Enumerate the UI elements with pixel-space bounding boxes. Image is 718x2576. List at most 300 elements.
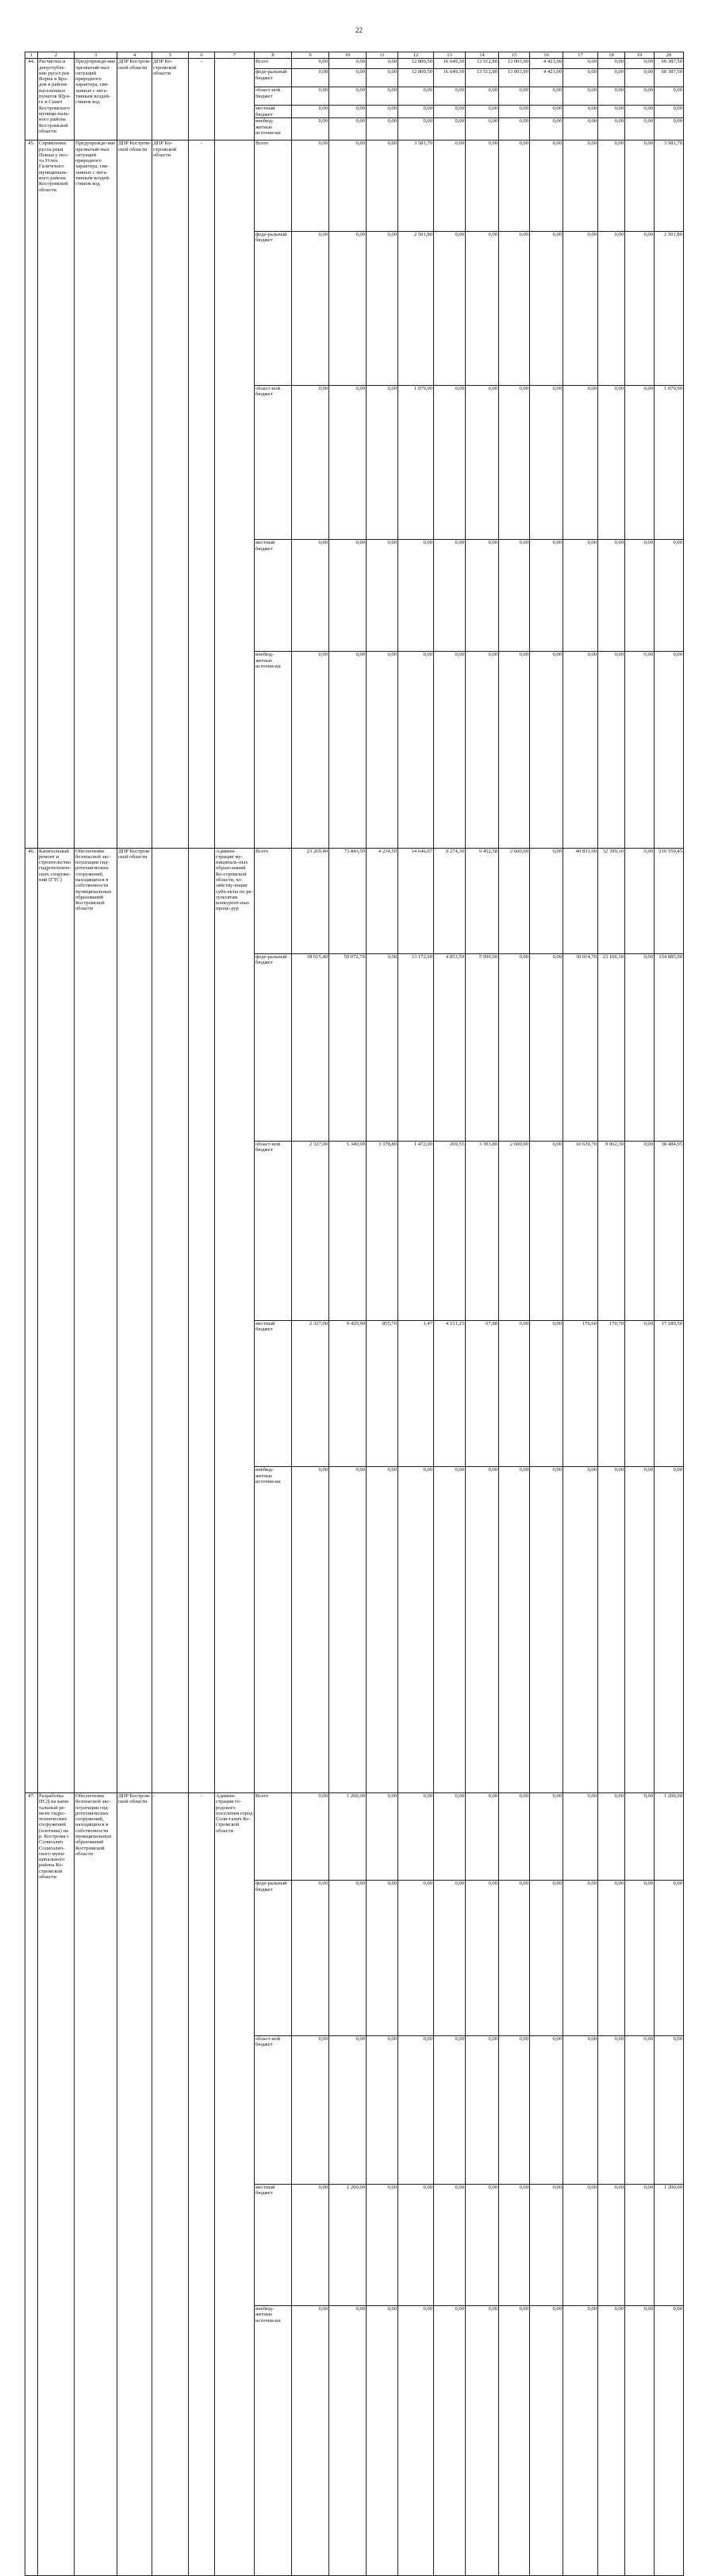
amount-cell: 0,00	[434, 232, 466, 386]
amount-cell: 0,00	[563, 540, 598, 652]
amount-cell: 0,00	[625, 2184, 655, 2305]
amount-cell: 4 234,50	[367, 848, 398, 953]
amount-cell: 0,00	[598, 69, 625, 87]
amount-cell: 0,00	[367, 2035, 398, 2184]
amount-cell: 3 378,80	[367, 1141, 398, 1320]
amount-cell: 0,00	[329, 87, 367, 106]
amount-cell: 0,00	[625, 848, 655, 953]
executor-cell	[152, 848, 189, 1792]
amount-cell: 0,00	[530, 1881, 563, 2036]
amount-cell: 0,00	[563, 87, 598, 106]
column-6-cell: -	[189, 141, 215, 848]
amount-cell: 2 327,00	[292, 1141, 329, 1320]
column-6-cell	[189, 848, 215, 1792]
amount-cell: 30 014,70	[563, 953, 598, 1141]
amount-cell: 0,00	[398, 118, 434, 141]
amount-cell: 0,00	[292, 386, 329, 540]
amount-cell: 0,00	[625, 652, 655, 848]
amount-cell: 269,55	[434, 1141, 466, 1320]
amount-cell: 14 646,07	[398, 848, 434, 953]
amount-cell: 0,00	[292, 1881, 329, 2036]
amount-cell: 0,00	[466, 2035, 499, 2184]
amount-cell: 0,00	[598, 2184, 625, 2305]
amount-cell: 40 831,00	[563, 848, 598, 953]
amount-cell: 0,00	[499, 953, 530, 1141]
funding-source: внебюд-жетные источни-ки	[255, 118, 292, 141]
amount-cell: 0,00	[598, 652, 625, 848]
amount-cell: 5 990,90	[466, 953, 499, 1141]
amount-cell: 0,00	[367, 1792, 398, 1881]
amount-cell: 0,00	[466, 141, 499, 232]
column-header-11: 11	[367, 52, 398, 59]
amount-cell: 0,00	[329, 1881, 367, 2036]
column-header-12: 12	[398, 52, 434, 59]
executor-organizations: Админи-страция го-родского поселения город Соли-галич Ко-стромской области	[215, 1792, 255, 2575]
amount-cell: 0,00	[625, 232, 655, 386]
amount-cell: 0,00	[292, 2184, 329, 2305]
amount-cell: 0,00	[598, 1881, 625, 2036]
row-number: 46.	[25, 848, 38, 1792]
amount-cell: 0,00	[530, 141, 563, 232]
amount-cell: 0,00	[598, 540, 625, 652]
funding-source: местный бюджет	[255, 540, 292, 652]
funding-source: област-ной бюджет	[255, 386, 292, 540]
amount-cell: 0,00	[530, 2184, 563, 2305]
amount-cell: 0,00	[367, 1881, 398, 2036]
funding-source: внебюд-жетные источни-ки	[255, 652, 292, 848]
column-header-7: 7	[215, 52, 255, 59]
amount-cell: 4 151,25	[434, 1320, 466, 1467]
amount-cell: 0,00	[329, 2035, 367, 2184]
amount-cell: 12 800,50	[398, 59, 434, 69]
amount-cell: 1 079,90	[398, 386, 434, 540]
column-header-8: 8	[255, 52, 292, 59]
amount-cell: 0,00	[530, 848, 563, 953]
amount-cell: 13 003,90	[499, 69, 530, 87]
funding-source: Всего	[255, 141, 292, 232]
amount-cell: 0,00	[625, 1467, 655, 1793]
amount-cell: 0,00	[499, 386, 530, 540]
amount-cell: 0,00	[598, 87, 625, 106]
amount-cell: 0,00	[434, 118, 466, 141]
amount-cell: 17 180,50	[655, 1320, 684, 1467]
amount-cell: 0,00	[367, 953, 398, 1141]
amount-cell: 0,00	[563, 141, 598, 232]
amount-cell: 0,00	[367, 652, 398, 848]
amount-cell: 0,00	[625, 2035, 655, 2184]
amount-cell: 0,00	[655, 87, 684, 106]
amount-cell: 73 843,50	[329, 848, 367, 953]
amount-cell: 3 581,70	[655, 141, 684, 232]
amount-cell: 9 452,58	[466, 848, 499, 953]
amount-cell: 0,00	[563, 2035, 598, 2184]
amount-cell: 13 003,90	[499, 59, 530, 69]
amount-cell: 0,00	[625, 1141, 655, 1320]
column-6-cell: -	[189, 1792, 215, 2575]
amount-cell: 154 885,90	[655, 953, 684, 1141]
amount-cell: 3 581,70	[398, 141, 434, 232]
amount-cell: 0,00	[625, 87, 655, 106]
amount-cell: 0,00	[398, 1467, 434, 1793]
amount-cell: 0,00	[655, 106, 684, 118]
amount-cell: 5 340,90	[329, 1141, 367, 1320]
amount-cell: 0,00	[598, 106, 625, 118]
customer-cell: ДПР Костром-ской области	[117, 59, 152, 141]
amount-cell: 1 200,00	[655, 2184, 684, 2305]
amount-cell: 0,00	[655, 652, 684, 848]
amount-cell: 0,00	[434, 1792, 466, 1881]
amount-cell: 0,00	[466, 2305, 499, 2575]
amount-cell: 0,00	[466, 652, 499, 848]
amount-cell: 1 079,90	[655, 386, 684, 540]
amount-cell: 0,00	[398, 1792, 434, 1881]
amount-cell: 0,00	[367, 106, 398, 118]
amount-cell: 176,60	[563, 1320, 598, 1467]
amount-cell: 0,00	[655, 1881, 684, 2036]
amount-cell: 0,00	[499, 87, 530, 106]
amount-cell: 0,00	[499, 2305, 530, 2575]
amount-cell: 0,00	[563, 106, 598, 118]
amount-cell: 4 421,00	[530, 59, 563, 69]
column-6-cell: -	[189, 59, 215, 141]
table-row	[25, 1792, 684, 1881]
executor-organizations	[215, 59, 255, 141]
amount-cell: 0,00	[292, 106, 329, 118]
amount-cell: 0,00	[329, 232, 367, 386]
amount-cell: 0,00	[367, 87, 398, 106]
amount-cell: 0,00	[434, 106, 466, 118]
amount-cell: 0,00	[625, 386, 655, 540]
column-header-17: 17	[563, 52, 598, 59]
amount-cell: 0,00	[292, 87, 329, 106]
amount-cell: 855,70	[367, 1320, 398, 1467]
funding-source: област-ной бюджет	[255, 87, 292, 106]
amount-cell: 0,00	[434, 540, 466, 652]
amount-cell: 13 512,80	[466, 59, 499, 69]
amount-cell: 0,00	[625, 141, 655, 232]
amount-cell: 210 550,45	[655, 848, 684, 953]
amount-cell: 60 387,50	[655, 59, 684, 69]
amount-cell: 0,00	[292, 118, 329, 141]
amount-cell: 0,00	[329, 2305, 367, 2575]
amount-cell: 0,00	[398, 2035, 434, 2184]
amount-cell: 0,00	[499, 652, 530, 848]
column-header-2: 2	[38, 52, 75, 59]
amount-cell: 0,00	[655, 118, 684, 141]
amount-cell: 170,70	[598, 1320, 625, 1467]
amount-cell: 0,00	[292, 69, 329, 87]
amount-cell: 0,00	[625, 106, 655, 118]
amount-cell: 0,00	[367, 540, 398, 652]
executor-cell: ДПР Ко-стромской области	[152, 59, 189, 141]
amount-cell: 0,00	[499, 232, 530, 386]
amount-cell: 0,00	[625, 59, 655, 69]
amount-cell: 0,00	[598, 2305, 625, 2575]
amount-cell: 0,00	[367, 59, 398, 69]
funding-source: внебюд-жетные источни-ки	[255, 1467, 292, 1793]
amount-cell: 0,00	[292, 232, 329, 386]
amount-cell: 0,00	[598, 1467, 625, 1793]
amount-cell: 0,00	[329, 540, 367, 652]
amount-cell: 0,00	[499, 118, 530, 141]
amount-cell: 0,00	[598, 386, 625, 540]
amount-cell: 0,00	[530, 953, 563, 1141]
amount-cell: 0,00	[398, 652, 434, 848]
amount-cell: 67,88	[466, 1320, 499, 1467]
amount-cell: 9 062,30	[598, 1141, 625, 1320]
funding-source: местный бюджет	[255, 2184, 292, 2305]
amount-cell: 4 853,50	[434, 953, 466, 1141]
amount-cell: 4 421,00	[530, 69, 563, 87]
amount-cell: 0,00	[563, 2184, 598, 2305]
amount-cell: 0,00	[329, 118, 367, 141]
amount-cell: 0,00	[598, 141, 625, 232]
funding-source: феде-ральный бюджет	[255, 953, 292, 1141]
column-header-9: 9	[292, 52, 329, 59]
funding-source: феде-ральный бюджет	[255, 69, 292, 87]
amount-cell: 0,00	[530, 1320, 563, 1467]
measure-purpose: Предупрежде-ние чрезвычай-ных ситуаций природного характера, свя-занных с нега-тивным воздей-ствием вод	[75, 59, 117, 141]
amount-cell: 0,00	[499, 1467, 530, 1793]
amount-cell: 0,00	[598, 59, 625, 69]
amount-cell: 12 800,50	[398, 69, 434, 87]
amount-cell: 16 649,30	[434, 59, 466, 69]
measure-name: Капитальный ремонт и строительство гидротехниче-ских сооруже-ний (ГТС)	[38, 848, 75, 1792]
column-header-1: 1	[25, 52, 38, 59]
measure-name: Спрямление русла реки Пекша у пос-та Углен Галичского муниципаль-ного района Костромской области	[38, 141, 75, 848]
amount-cell: 0,00	[329, 386, 367, 540]
amount-cell: 16 649,30	[434, 69, 466, 87]
table-row	[25, 59, 684, 69]
amount-cell: 0,00	[530, 232, 563, 386]
funding-source: местный бюджет	[255, 1320, 292, 1467]
column-header-19: 19	[625, 52, 655, 59]
amount-cell: 2 327,00	[292, 1320, 329, 1467]
measure-purpose: Обеспечение безопасной экс-плуатации гид-ротехнических сооружений, находящихся в собственности муниципальных образований Костромской области	[75, 1792, 117, 2575]
amount-cell: 0,00	[625, 1320, 655, 1467]
funding-source: местный бюджет	[255, 106, 292, 118]
amount-cell: 0,00	[530, 540, 563, 652]
row-number: 45.	[25, 141, 38, 848]
table-row	[25, 141, 684, 232]
amount-cell: 0,00	[499, 106, 530, 118]
amount-cell: 0,00	[292, 141, 329, 232]
amount-cell: 38 484,05	[655, 1141, 684, 1320]
measure-name: Расчистка и дноуглубле-ние русел рек Ворна и Бро-дов в районе населенных пунктов Щун-ге и Самет Костромского муници-паль-ного района Костромской области	[38, 59, 75, 141]
amount-cell: 0,00	[530, 1467, 563, 1793]
amount-cell: 0,00	[434, 2305, 466, 2575]
amount-cell: 2 600,00	[499, 848, 530, 953]
amount-cell: 1 200,00	[329, 1792, 367, 1881]
funding-source: Всего	[255, 1792, 292, 1881]
amount-cell: 0,00	[625, 1881, 655, 2036]
amount-cell: 0,00	[625, 2305, 655, 2575]
amount-cell: 0,00	[625, 953, 655, 1141]
amount-cell: 0,00	[598, 2035, 625, 2184]
amount-cell: 0,00	[625, 1792, 655, 1881]
amount-cell: 0,00	[329, 69, 367, 87]
amount-cell: 0,00	[598, 118, 625, 141]
amount-cell: 0,00	[530, 2305, 563, 2575]
amount-cell: 0,00	[466, 1881, 499, 2036]
amount-cell: 0,00	[367, 2184, 398, 2305]
amount-cell: 0,00	[367, 2305, 398, 2575]
amount-cell: 1 472,00	[398, 1141, 434, 1320]
amount-cell: 0,00	[466, 2184, 499, 2305]
funding-source: феде-ральный бюджет	[255, 1881, 292, 2036]
amount-cell: 18 615,40	[292, 953, 329, 1141]
amount-cell: 0,00	[398, 1881, 434, 2036]
measure-name: Разработка ПСД на капи-тальный ре-монт гидро-технических сооружений (плотины) на р. Кострома г. Солигалич Солигалич-ского муни-ципального района Ко-стромской области	[38, 1792, 75, 2575]
amount-cell: 32 399,10	[598, 848, 625, 953]
amount-cell: 0,00	[625, 118, 655, 141]
amount-cell: 0,00	[598, 232, 625, 386]
amount-cell: 0,00	[655, 2305, 684, 2575]
amount-cell: 0,00	[367, 69, 398, 87]
executor-cell: ДПР Ко-стромской области	[152, 141, 189, 848]
amount-cell: 0,00	[398, 2305, 434, 2575]
customer-cell: ДПР Костром-ской области	[117, 141, 152, 848]
row-number: 44.	[25, 59, 38, 141]
amount-cell: 0,00	[466, 1467, 499, 1793]
column-header-20: 20	[655, 52, 684, 59]
amount-cell: 0,00	[329, 652, 367, 848]
amount-cell: 59 072,70	[329, 953, 367, 1141]
amount-cell: 1 200,00	[329, 2184, 367, 2305]
executor-organizations	[215, 141, 255, 848]
amount-cell: 0,00	[563, 1881, 598, 2036]
amount-cell: 0,00	[598, 1792, 625, 1881]
amount-cell: 0,00	[292, 540, 329, 652]
amount-cell: 23 269,40	[292, 848, 329, 953]
amount-cell: 0,00	[434, 386, 466, 540]
funding-source: област-ной бюджет	[255, 1141, 292, 1320]
measure-purpose: Обеспечение безопасной экс-плуатации гид-ротехнических сооружений, находящихся в собственности муниципальных образований Костромской области	[75, 848, 117, 1792]
amount-cell: 0,00	[434, 652, 466, 848]
amount-cell: 0,00	[466, 118, 499, 141]
amount-cell: 0,00	[434, 2035, 466, 2184]
amount-cell: 0,00	[466, 232, 499, 386]
amount-cell: 0,00	[655, 2035, 684, 2184]
amount-cell: 0,00	[466, 540, 499, 652]
amount-cell: 0,00	[563, 386, 598, 540]
amount-cell: 0,00	[655, 540, 684, 652]
amount-cell: 2 501,80	[655, 232, 684, 386]
amount-cell: 0,00	[625, 540, 655, 652]
amount-cell: 0,00	[563, 2305, 598, 2575]
amount-cell: 0,00	[499, 2184, 530, 2305]
amount-cell: 0,00	[434, 87, 466, 106]
column-header-4: 4	[117, 52, 152, 59]
amount-cell: 0,00	[499, 1881, 530, 2036]
amount-cell: 0,00	[530, 1792, 563, 1881]
executor-organizations: Админи-страции му-ниципаль-ных образо-ваний Ко-стромской области, хо-зяйству-ющие субъ-екты по ре-зультатам конкурент-ных проце-дур	[215, 848, 255, 1792]
amount-cell: 3 393,80	[466, 1141, 499, 1320]
amount-cell: 0,00	[367, 1467, 398, 1793]
column-header-10: 10	[329, 52, 367, 59]
amount-cell: 2 600,00	[499, 1141, 530, 1320]
amount-cell: 0,00	[530, 1141, 563, 1320]
amount-cell: 0,00	[466, 1792, 499, 1881]
measure-purpose: Предупрежде-ние чрезвычай-ных ситуаций природного характера, свя-занных с нега-тивным воздей-ствием вод	[75, 141, 117, 848]
amount-cell: 0,00	[530, 2035, 563, 2184]
amount-cell: 0,00	[292, 2305, 329, 2575]
column-header-6: 6	[189, 52, 215, 59]
amount-cell: 0,00	[499, 1320, 530, 1467]
amount-cell: 0,00	[434, 2184, 466, 2305]
amount-cell: 0,00	[434, 141, 466, 232]
amount-cell: 0,00	[563, 69, 598, 87]
amount-cell: 0,00	[434, 1881, 466, 2036]
amount-cell: 0,00	[499, 2035, 530, 2184]
row-number: 47.	[25, 1792, 38, 2575]
amount-cell: 0,00	[563, 59, 598, 69]
amount-cell: 10 639,70	[563, 1141, 598, 1320]
page-number: 22	[355, 26, 363, 34]
amount-cell: 2 501,80	[398, 232, 434, 386]
amount-cell: 0,00	[563, 652, 598, 848]
column-header-3: 3	[75, 52, 117, 59]
funding-source: феде-ральный бюджет	[255, 232, 292, 386]
amount-cell: 0,00	[292, 59, 329, 69]
customer-cell: ДПР Костром-ской области	[117, 848, 152, 1792]
amount-cell: 0,00	[292, 1467, 329, 1793]
amount-cell: 1 200,00	[655, 1792, 684, 1881]
column-number-row	[25, 52, 684, 59]
executor-cell: -	[152, 1792, 189, 2575]
amount-cell: 9 429,90	[329, 1320, 367, 1467]
funding-source: Всего	[255, 848, 292, 953]
amount-cell: 0,00	[329, 1467, 367, 1793]
amount-cell: 0,00	[530, 652, 563, 848]
amount-cell: 0,00	[367, 118, 398, 141]
amount-cell: 0,00	[466, 106, 499, 118]
amount-cell: 0,00	[398, 540, 434, 652]
funding-source: област-ной бюджет	[255, 2035, 292, 2184]
amount-cell: 0,00	[466, 386, 499, 540]
amount-cell: 0,00	[563, 1467, 598, 1793]
amount-cell: 0,00	[499, 540, 530, 652]
budget-table	[25, 52, 684, 2576]
amount-cell: 0,00	[530, 386, 563, 540]
funding-source: внебюд-жетные источни-ки	[255, 2305, 292, 2575]
amount-cell: 0,00	[499, 1792, 530, 1881]
amount-cell: 0,00	[434, 1467, 466, 1793]
amount-cell: 0,00	[329, 141, 367, 232]
amount-cell: 0,00	[655, 1467, 684, 1793]
amount-cell: 0,00	[329, 59, 367, 69]
amount-cell: 0,00	[466, 87, 499, 106]
amount-cell: 0,00	[398, 106, 434, 118]
amount-cell: 13 172,60	[398, 953, 434, 1141]
amount-cell: 0,00	[563, 1792, 598, 1881]
column-header-13: 13	[434, 52, 466, 59]
amount-cell: 0,00	[563, 232, 598, 386]
amount-cell: 1,47	[398, 1320, 434, 1467]
amount-cell: 23 166,10	[598, 953, 625, 1141]
amount-cell: 60 387,50	[655, 69, 684, 87]
column-header-18: 18	[598, 52, 625, 59]
funding-source: Всего	[255, 59, 292, 69]
column-header-14: 14	[466, 52, 499, 59]
amount-cell: 0,00	[367, 232, 398, 386]
column-header-15: 15	[499, 52, 530, 59]
amount-cell: 0,00	[563, 118, 598, 141]
amount-cell: 13 512,80	[466, 69, 499, 87]
amount-cell: 0,00	[292, 652, 329, 848]
amount-cell: 0,00	[367, 386, 398, 540]
customer-cell: ДПР Костром-ской области	[117, 1792, 152, 2575]
